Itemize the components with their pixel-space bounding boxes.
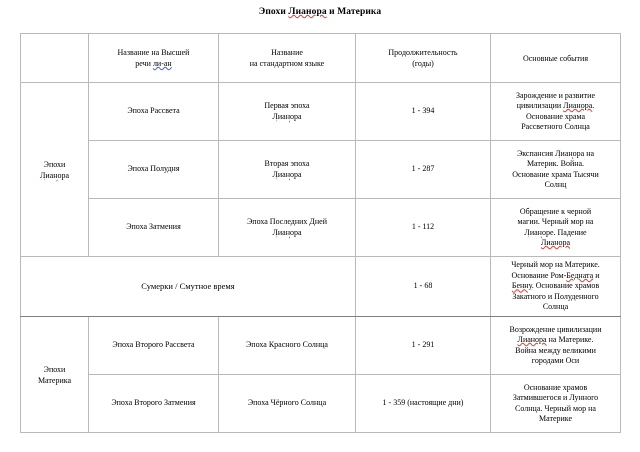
cell-events bbox=[491, 317, 621, 375]
column-header-duration bbox=[356, 34, 491, 83]
cell-events bbox=[491, 375, 621, 433]
table-row bbox=[21, 317, 621, 375]
cell-high-speech-name: Эпоха Полудня bbox=[89, 141, 219, 199]
event-line-text: Закатного и Полуденного bbox=[512, 291, 599, 301]
cell-duration: 1 - 394 bbox=[356, 83, 491, 141]
cell-standard-name bbox=[219, 199, 356, 257]
misspelled-word: Лианора bbox=[272, 227, 302, 237]
cell-standard-name bbox=[219, 141, 356, 199]
event-line-text: Война между великими bbox=[515, 345, 596, 355]
event-line-prefix: Экспансия bbox=[516, 148, 556, 158]
column-header-duration-line1: Продолжительность bbox=[388, 48, 458, 57]
table-row bbox=[21, 199, 621, 257]
event-line-text: Материке bbox=[538, 414, 573, 423]
event-line-text: Материк. Война. bbox=[526, 159, 585, 168]
misspelled-word: Лианора bbox=[272, 169, 302, 179]
row-group-label-line2: Материка bbox=[37, 375, 72, 385]
row-group-label-2 bbox=[21, 317, 89, 433]
column-header-events: Основные события bbox=[491, 34, 621, 83]
event-line-prefix: цивилизации bbox=[516, 101, 564, 110]
eras-table-body bbox=[21, 83, 621, 433]
column-header-high-speech-line1: Название на Высшей bbox=[117, 48, 190, 57]
cell-standard-name bbox=[219, 375, 356, 433]
event-line-suffix: . bbox=[592, 101, 595, 110]
event-line-text: Солнца bbox=[542, 302, 569, 312]
row-group-label-1 bbox=[21, 83, 89, 257]
eras-table bbox=[20, 33, 621, 433]
event-line-suffix: на Материке. bbox=[546, 335, 594, 344]
event-line-text: Затмившегося и Лунного bbox=[512, 393, 599, 402]
cell-standard-name-prefix: Эпоха Чёрного Солнца bbox=[247, 398, 327, 408]
event-line-suffix: . Основание храмов bbox=[531, 281, 600, 291]
table-row bbox=[21, 141, 621, 199]
cell-high-speech-name: Эпоха Затмения bbox=[89, 199, 219, 257]
event-line-text: городами Оси bbox=[531, 356, 580, 365]
cell-standard-name bbox=[219, 317, 356, 375]
misspelled-word: Лианоре bbox=[524, 227, 554, 237]
cell-standard-name-prefix: Вторая эпоха bbox=[264, 159, 310, 168]
row-group-label-misspelled-word: Лианора bbox=[39, 170, 70, 180]
table-header-row bbox=[21, 34, 621, 83]
misspelled-word: Лианора bbox=[555, 148, 585, 158]
page-title-prefix: Эпохи bbox=[258, 7, 289, 17]
event-line-text: Солнца. Черный мор на bbox=[515, 403, 596, 413]
event-line-text: Зарождение и развитие bbox=[516, 90, 595, 100]
misspelled-word: Лианора bbox=[540, 238, 571, 247]
column-header-standard-line1: Название bbox=[271, 48, 303, 57]
cell-interlude-duration: 1 - 68 bbox=[356, 257, 491, 317]
cell-standard-name-prefix: Эпоха Красного Солнца bbox=[246, 340, 328, 350]
event-line-text: Основание храма bbox=[525, 111, 586, 121]
column-header-duration-line2: (годы) bbox=[412, 59, 434, 68]
cell-duration: 1 - 359 (настоящие дни) bbox=[356, 375, 491, 433]
event-line-text: Основание храмов bbox=[523, 382, 588, 392]
cell-interlude-label: Сумерки / Смутное время bbox=[21, 257, 356, 317]
misspelled-word: Лианора bbox=[517, 335, 547, 344]
cell-standard-name bbox=[219, 83, 356, 141]
event-line-text: Рассветного Солнца bbox=[521, 122, 590, 131]
event-line-suffix: и bbox=[593, 270, 600, 280]
cell-duration: 1 - 112 bbox=[356, 199, 491, 257]
cell-duration: 1 - 287 bbox=[356, 141, 491, 199]
event-line-text: Солнц bbox=[544, 180, 567, 189]
misspelled-word: Лианора bbox=[563, 101, 593, 110]
column-header-group bbox=[21, 34, 89, 83]
event-line-text: магии. Черный мор на bbox=[517, 217, 594, 226]
row-group-label-line1: Эпохи bbox=[43, 364, 66, 374]
page-title-misspelled-word: Лианора bbox=[288, 7, 327, 17]
table-row bbox=[21, 375, 621, 433]
cell-events bbox=[491, 199, 621, 257]
cell-events bbox=[491, 141, 621, 199]
misspelled-word: Лианора bbox=[272, 111, 302, 121]
cell-interlude-events bbox=[491, 257, 621, 317]
column-header-high-speech bbox=[89, 34, 219, 83]
column-header-high-speech-term: ли-ан bbox=[152, 59, 172, 68]
cell-standard-name-prefix: Первая эпоха bbox=[264, 101, 310, 110]
cell-duration: 1 - 291 bbox=[356, 317, 491, 375]
table-row-interlude bbox=[21, 257, 621, 317]
page-title bbox=[0, 0, 640, 18]
row-group-label-line1: Эпохи bbox=[43, 159, 66, 169]
cell-events bbox=[491, 83, 621, 141]
event-line-text: Возрождение цивилизации bbox=[509, 324, 602, 334]
cell-standard-name-prefix: Эпоха Последних Дней bbox=[247, 217, 327, 226]
cell-high-speech-name: Эпоха Второго Затмения bbox=[89, 375, 219, 433]
event-line-suffix: . Падение bbox=[553, 227, 587, 237]
column-header-standard-language bbox=[219, 34, 356, 83]
event-line-text: Черный мор на Материке. bbox=[511, 260, 600, 270]
misspelled-word: Бенну bbox=[511, 281, 532, 291]
event-line-text: Основание храма Тысячи bbox=[512, 169, 599, 179]
event-line-suffix: на bbox=[584, 148, 595, 158]
cell-high-speech-name: Эпоха Второго Рассвета bbox=[89, 317, 219, 375]
event-line-prefix: Основание Ром- bbox=[511, 270, 567, 280]
cell-high-speech-name: Эпоха Рассвета bbox=[89, 83, 219, 141]
event-line-text: Обращение к черной bbox=[519, 206, 592, 216]
table-row bbox=[21, 83, 621, 141]
column-header-standard-line2: на стандартном языке bbox=[249, 59, 325, 68]
page-title-suffix: и Материка bbox=[326, 7, 382, 17]
misspelled-word: Бедната bbox=[566, 270, 594, 280]
column-header-high-speech-line2-prefix: речи bbox=[135, 59, 153, 68]
